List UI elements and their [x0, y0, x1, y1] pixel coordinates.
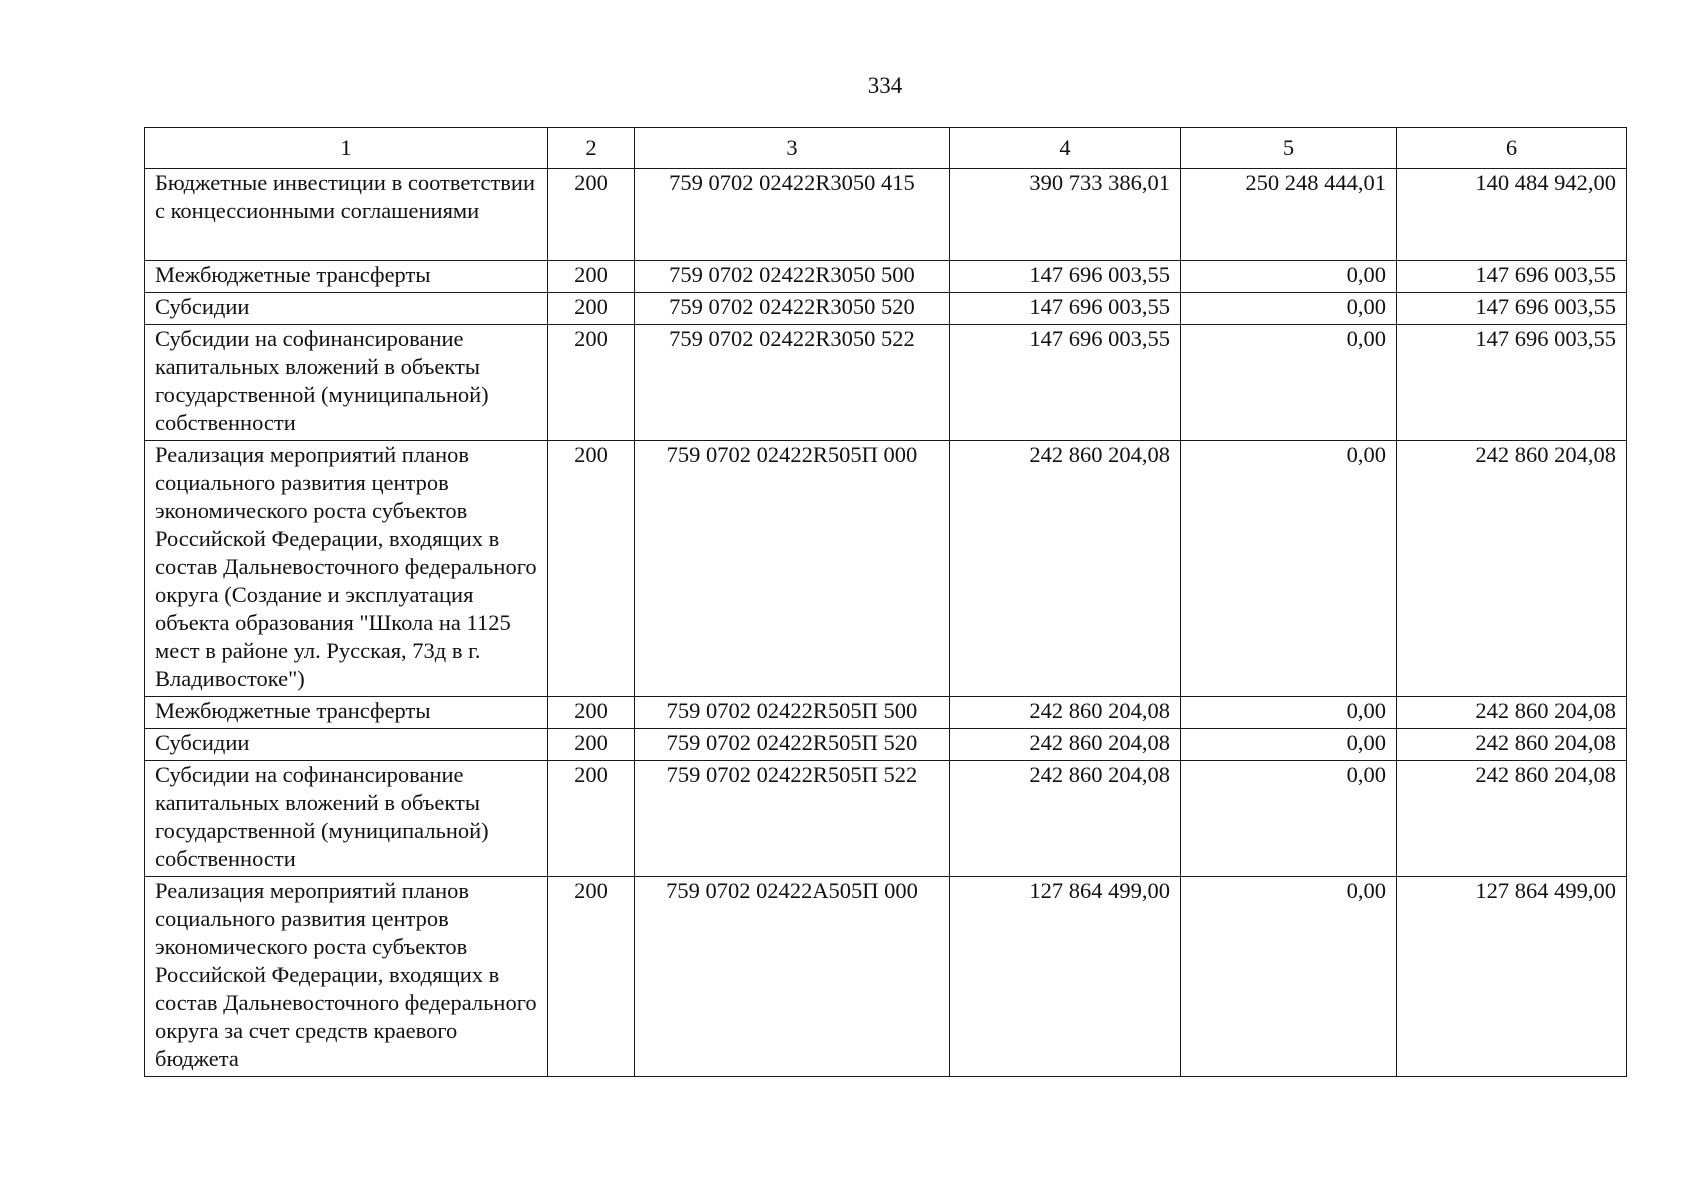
row-value-col5: 250 248 444,01: [1181, 169, 1397, 261]
row-name: Субсидии на софинансирование капитальных вложений в объекты государственной (муниципальной) собственности: [145, 325, 548, 441]
page-number: 334: [867, 73, 903, 98]
row-value-col5: 0,00: [1181, 877, 1397, 1077]
row-admin-code: 200: [548, 877, 635, 1077]
table-body: [145, 169, 1627, 1077]
row-budget-code: 759 0702 02422R3050 415: [635, 169, 950, 261]
row-value-col6: 242 860 204,08: [1397, 441, 1627, 697]
row-value-col5: 0,00: [1181, 441, 1397, 697]
row-admin-code: 200: [548, 729, 635, 761]
row-admin-code: 200: [548, 325, 635, 441]
row-budget-code: 759 0702 02422R3050 522: [635, 325, 950, 441]
row-value-col4: 127 864 499,00: [950, 877, 1181, 1077]
row-value-col6: 242 860 204,08: [1397, 761, 1627, 877]
column-header-3: 3: [635, 128, 950, 169]
row-value-col6: 147 696 003,55: [1397, 293, 1627, 325]
row-admin-code: 200: [548, 261, 635, 293]
row-admin-code: 200: [548, 169, 635, 261]
row-name: Субсидии: [145, 729, 548, 761]
row-value-col6: 242 860 204,08: [1397, 697, 1627, 729]
row-value-col6: 147 696 003,55: [1397, 325, 1627, 441]
table-row: [145, 261, 1627, 293]
row-value-col5: 0,00: [1181, 261, 1397, 293]
table-row: [145, 761, 1627, 877]
row-name: Субсидии: [145, 293, 548, 325]
table-row: [145, 697, 1627, 729]
row-value-col6: 242 860 204,08: [1397, 729, 1627, 761]
row-value-col4: 147 696 003,55: [950, 293, 1181, 325]
table-row: [145, 293, 1627, 325]
table-row: [145, 729, 1627, 761]
row-value-col4: 242 860 204,08: [950, 697, 1181, 729]
row-name: Межбюджетные трансферты: [145, 697, 548, 729]
row-value-col5: 0,00: [1181, 729, 1397, 761]
table-row: [145, 325, 1627, 441]
row-name: Бюджетные инвестиции в соответствии с концессионными соглашениями: [145, 169, 548, 261]
row-name: Реализация мероприятий планов социального развития центров экономического роста субъектов Российской Федерации, входящих в состав Дальневосточного федерального округа за счет средств краевого бюджета: [145, 877, 548, 1077]
row-value-col4: 147 696 003,55: [950, 261, 1181, 293]
row-value-col4: 390 733 386,01: [950, 169, 1181, 261]
row-value-col5: 0,00: [1181, 293, 1397, 325]
row-budget-code: 759 0702 02422R505П 522: [635, 761, 950, 877]
row-value-col5: 0,00: [1181, 697, 1397, 729]
row-budget-code: 759 0702 02422R505П 520: [635, 729, 950, 761]
table-row: [145, 169, 1627, 261]
column-header-2: 2: [548, 128, 635, 169]
row-name: Межбюджетные трансферты: [145, 261, 548, 293]
row-value-col4: 242 860 204,08: [950, 729, 1181, 761]
column-header-6: 6: [1397, 128, 1627, 169]
row-value-col5: 0,00: [1181, 325, 1397, 441]
row-name: Субсидии на софинансирование капитальных вложений в объекты государственной (муниципальной) собственности: [145, 761, 548, 877]
table-row: [145, 441, 1627, 697]
table-row: [145, 877, 1627, 1077]
row-value-col6: 127 864 499,00: [1397, 877, 1627, 1077]
row-admin-code: 200: [548, 441, 635, 697]
row-budget-code: 759 0702 02422R505П 000: [635, 441, 950, 697]
row-value-col6: 147 696 003,55: [1397, 261, 1627, 293]
column-header-4: 4: [950, 128, 1181, 169]
row-value-col4: 147 696 003,55: [950, 325, 1181, 441]
budget-table: [144, 127, 1627, 1077]
row-budget-code: 759 0702 02422R3050 500: [635, 261, 950, 293]
column-header-1: 1: [145, 128, 548, 169]
row-budget-code: 759 0702 02422R505П 500: [635, 697, 950, 729]
header-row: [145, 128, 1627, 169]
row-name: Реализация мероприятий планов социального развития центров экономического роста субъектов Российской Федерации, входящих в состав Дальневосточного федерального округа (Создание и эксплуатация объекта образования "Школа на 1125 мест в районе ул. Русская, 73д в г. Владивостоке"): [145, 441, 548, 697]
row-budget-code: 759 0702 02422R3050 520: [635, 293, 950, 325]
row-budget-code: 759 0702 02422А505П 000: [635, 877, 950, 1077]
row-admin-code: 200: [548, 293, 635, 325]
row-value-col4: 242 860 204,08: [950, 761, 1181, 877]
row-admin-code: 200: [548, 761, 635, 877]
row-admin-code: 200: [548, 697, 635, 729]
row-value-col5: 0,00: [1181, 761, 1397, 877]
table-header: [145, 128, 1627, 169]
row-value-col6: 140 484 942,00: [1397, 169, 1627, 261]
column-header-5: 5: [1181, 128, 1397, 169]
row-value-col4: 242 860 204,08: [950, 441, 1181, 697]
